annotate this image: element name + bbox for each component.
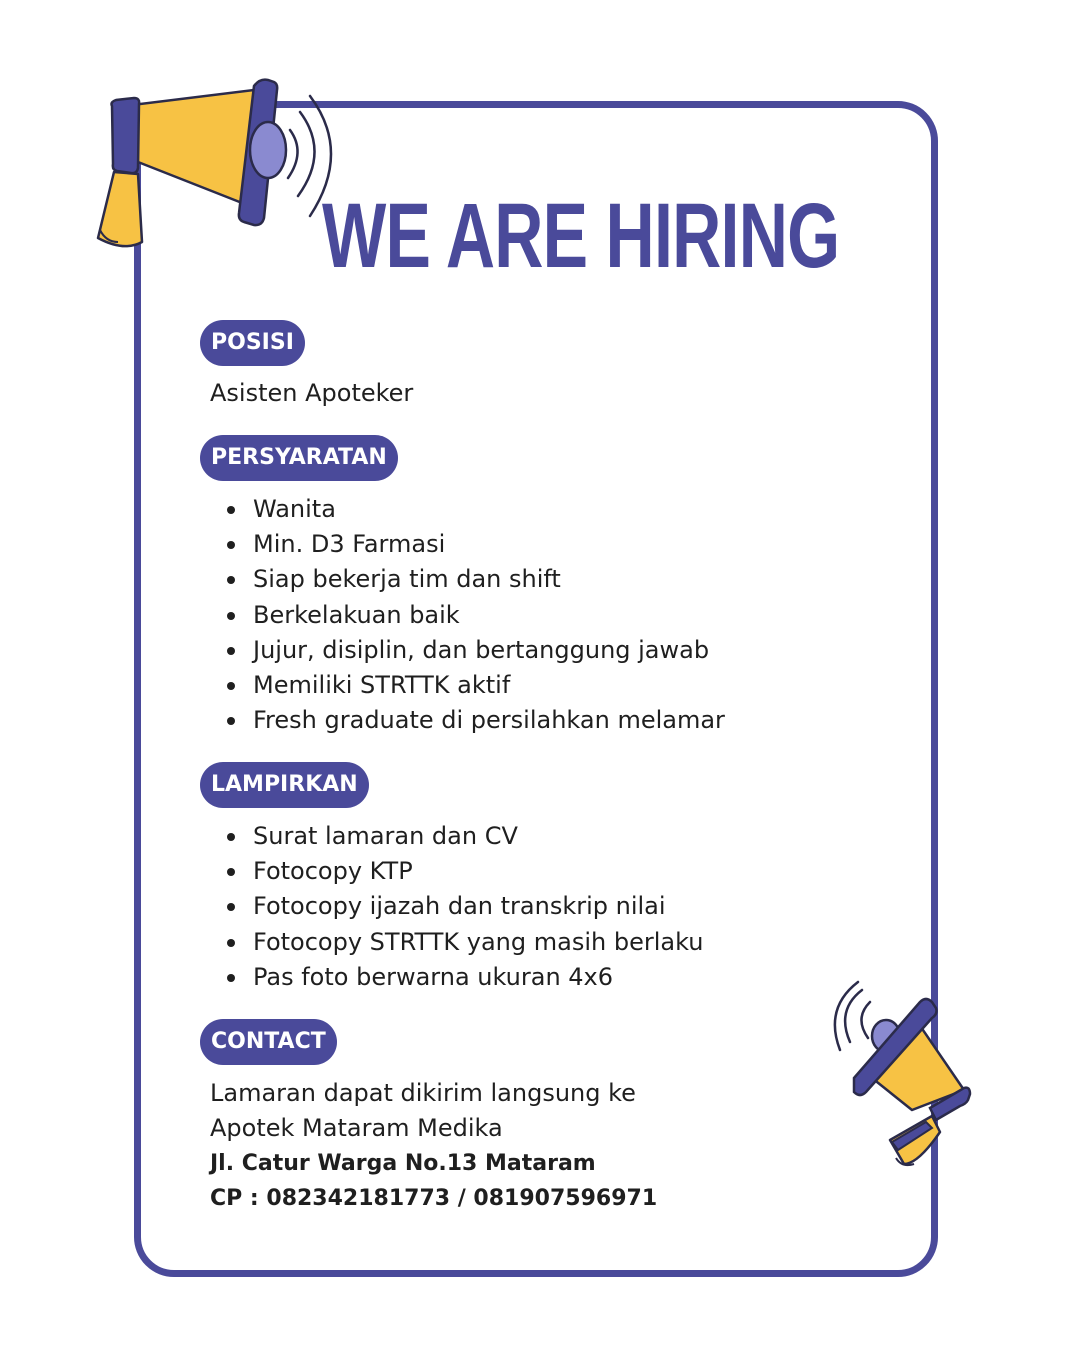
list-item: Pas foto berwarna ukuran 4x6 xyxy=(220,960,703,995)
section-label-contact: CONTACT xyxy=(200,1019,337,1065)
contact-line: Lamaran dapat dikirim langsung ke xyxy=(210,1079,636,1107)
list-item: Wanita xyxy=(220,492,725,527)
list-item: Fotocopy ijazah dan transkrip nilai xyxy=(220,889,703,924)
requirements-list xyxy=(220,492,725,738)
contact-info xyxy=(210,1076,657,1216)
list-item: Fotocopy STRTTK yang masih berlaku xyxy=(220,925,703,960)
list-item: Jujur, disiplin, dan bertanggung jawab xyxy=(220,633,725,668)
section-label-posisi: POSISI xyxy=(200,320,305,366)
contact-address: Jl. Catur Warga No.13 Mataram xyxy=(210,1151,596,1176)
contact-phone: CP : 082342181773 / 081907596971 xyxy=(210,1186,658,1211)
list-item: Fresh graduate di persilahkan melamar xyxy=(220,703,725,738)
megaphone-icon xyxy=(84,70,344,260)
position-value: Asisten Apoteker xyxy=(210,379,414,407)
list-item: Surat lamaran dan CV xyxy=(220,819,703,854)
list-item: Berkelakuan baik xyxy=(220,598,725,633)
list-item: Siap bekerja tim dan shift xyxy=(220,562,725,597)
section-label-lampirkan: LAMPIRKAN xyxy=(200,762,369,808)
list-item: Memiliki STRTTK aktif xyxy=(220,668,725,703)
contact-line: Apotek Mataram Medika xyxy=(210,1114,503,1142)
attachments-list xyxy=(220,819,703,995)
list-item: Fotocopy KTP xyxy=(220,854,703,889)
section-label-persyaratan: PERSYARATAN xyxy=(200,435,398,481)
list-item: Min. D3 Farmasi xyxy=(220,527,725,562)
megaphone-icon xyxy=(828,978,978,1178)
headline: WE ARE HIRING xyxy=(322,185,840,287)
